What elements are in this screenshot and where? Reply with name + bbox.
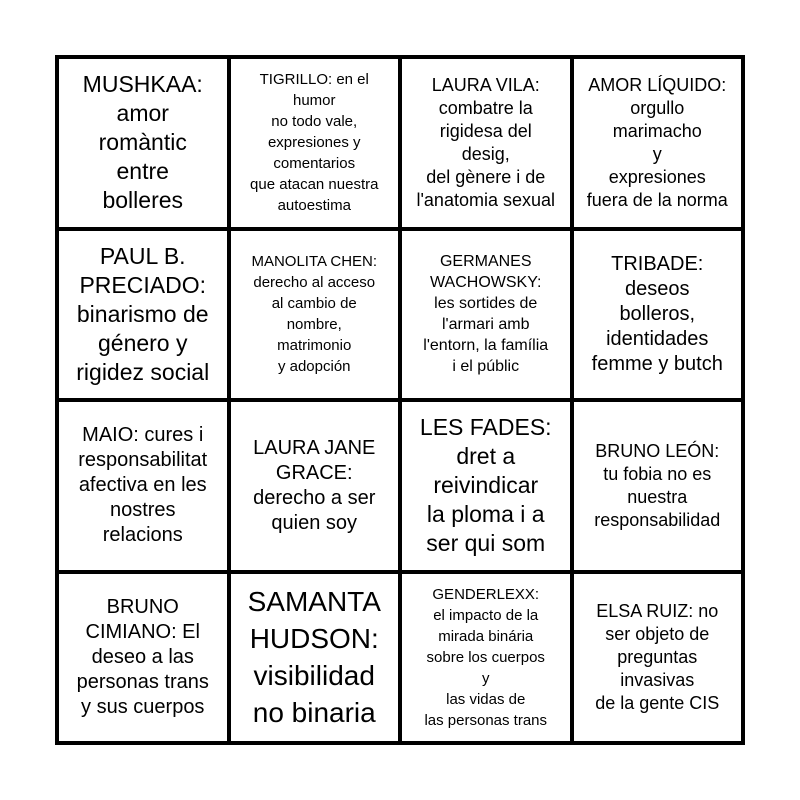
bingo-cell-bruno-leon[interactable]: [574, 402, 742, 570]
cell-text: MAIO: cures i responsabilitat afectiva en les nostres relacions: [78, 424, 208, 547]
cell-text: TRIBADE: deseos bolleros, identidades femme y butch: [591, 252, 723, 375]
bingo-cell-paul-b-preciado[interactable]: [59, 231, 227, 399]
cell-text: MANOLITA CHEN: derecho al acceso al cambio de nombre, matrimonio y adopción: [251, 253, 378, 376]
cell-text: BRUNO CIMIANO: El deseo a las personas trans y sus cuerpos: [76, 595, 209, 718]
cell-text: LAURA JANE GRACE: derecho a ser quien soy: [253, 436, 376, 534]
bingo-cell-samanta-hudson[interactable]: [231, 574, 399, 742]
bingo-cell-elsa-ruiz[interactable]: [574, 574, 742, 742]
cell-text: LAURA VILA: combatre la rigidesa del desig, del gènere i de l'anatomia sexual: [416, 74, 555, 210]
cell-text: ELSA RUIZ: no ser objeto de preguntas invasivas de la gente CIS: [595, 600, 720, 713]
bingo-cell-manolita-chen[interactable]: [231, 231, 399, 399]
cell-text: GERMANES WACHOWSKY: les sortides de l'armari amb l'entorn, la família i el públic: [423, 253, 549, 376]
cell-text: PAUL B. PRECIADO: binarismo de género y rigidez social: [76, 242, 210, 385]
bingo-cell-tribade[interactable]: [574, 231, 742, 399]
bingo-cell-laura-jane-grace[interactable]: [231, 402, 399, 570]
cell-text: BRUNO LEÓN: tu fobia no es nuestra responsabilidad: [594, 440, 721, 530]
bingo-cell-maio[interactable]: [59, 402, 227, 570]
cell-text: GENDERLEXX: el impacto de la mirada binária sobre los cuerpos y las vidas de las personas trans: [424, 585, 548, 729]
bingo-cell-germanes-wachowsky[interactable]: [402, 231, 570, 399]
cell-text: TIGRILLO: en el humor no todo vale, expresiones y comentarios que atacan nuestra autoestima: [250, 71, 379, 215]
cell-text: MUSHKAA: amor romàntic entre bolleres: [82, 71, 203, 214]
bingo-cell-amor-liquido[interactable]: [574, 59, 742, 227]
cell-text: SAMANTA HUDSON: visibilidad no binaria: [247, 586, 381, 729]
bingo-cell-bruno-cimiano[interactable]: [59, 574, 227, 742]
cell-text: AMOR LÍQUIDO: orgullo marimacho y expresiones fuera de la norma: [586, 74, 728, 210]
bingo-cell-mushkaa[interactable]: [59, 59, 227, 227]
bingo-cell-genderlexx[interactable]: [402, 574, 570, 742]
bingo-board: [55, 55, 745, 745]
bingo-cell-laura-vila[interactable]: [402, 59, 570, 227]
bingo-cell-les-fades[interactable]: [402, 402, 570, 570]
cell-text: LES FADES: dret a reivindicar la ploma i a ser qui som: [419, 414, 552, 557]
bingo-cell-tigrillo[interactable]: [231, 59, 399, 227]
